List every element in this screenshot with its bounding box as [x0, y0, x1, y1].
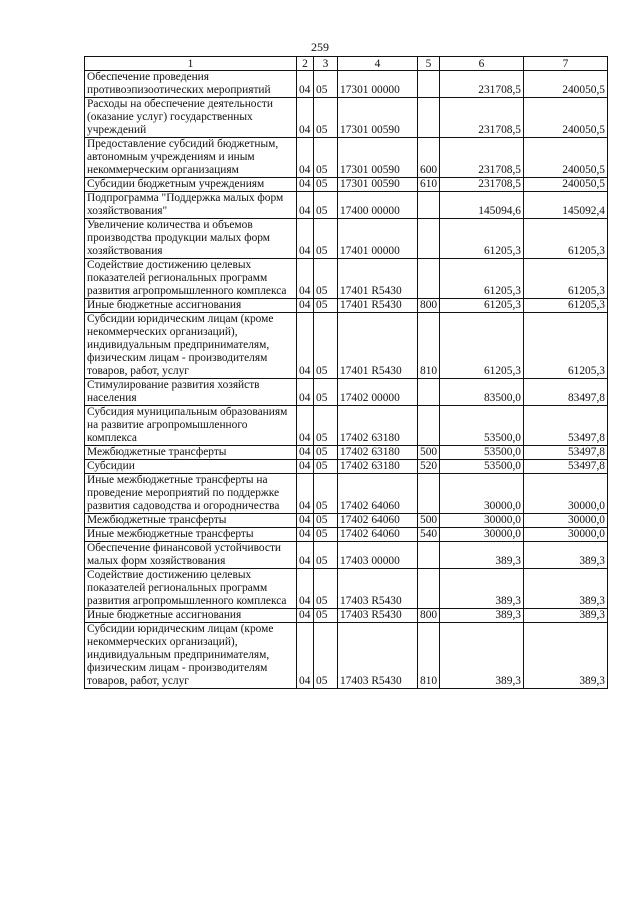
table-row	[85, 138, 608, 178]
section-code-cell: 04	[297, 609, 314, 623]
section-code-cell: 04	[297, 460, 314, 474]
section-code-cell: 04	[297, 528, 314, 542]
target-article-cell: 17402 00000	[338, 379, 418, 406]
amount-year-2-cell: 61205,3	[524, 313, 608, 379]
subsection-code-cell: 05	[314, 259, 338, 299]
expense-type-cell	[418, 192, 440, 219]
amount-year-1-cell: 61205,3	[440, 219, 524, 259]
section-code-cell: 04	[297, 98, 314, 138]
subsection-code-cell: 05	[314, 528, 338, 542]
target-article-cell: 17301 00590	[338, 138, 418, 178]
row-name-cell: Подпрограмма "Поддержка малых форм хозяйствования"	[85, 192, 297, 219]
section-code-cell: 04	[297, 379, 314, 406]
subsection-code-cell: 05	[314, 71, 338, 98]
section-code-cell: 04	[297, 313, 314, 379]
subsection-code-cell: 05	[314, 178, 338, 192]
amount-year-1-cell: 389,3	[440, 542, 524, 569]
subsection-code-cell: 05	[314, 474, 338, 514]
expense-type-cell: 500	[418, 514, 440, 528]
expense-type-cell	[418, 406, 440, 446]
row-name-cell: Иные бюджетные ассигнования	[85, 609, 297, 623]
row-name-cell: Иные межбюджетные трансферты	[85, 528, 297, 542]
expense-type-cell	[418, 474, 440, 514]
row-name-cell: Увеличение количества и объемов производства продукции малых форм хозяйствования	[85, 219, 297, 259]
amount-year-2-cell: 145092,4	[524, 192, 608, 219]
section-code-cell: 04	[297, 542, 314, 569]
amount-year-2-cell: 30000,0	[524, 528, 608, 542]
target-article-cell: 17401 R5430	[338, 313, 418, 379]
subsection-code-cell: 05	[314, 138, 338, 178]
subsection-code-cell: 05	[314, 192, 338, 219]
row-name-cell: Субсидия муниципальным образованиям на развитие агропромышленного комплекса	[85, 406, 297, 446]
target-article-cell: 17402 63180	[338, 406, 418, 446]
expense-type-cell: 810	[418, 313, 440, 379]
target-article-cell: 17402 64060	[338, 528, 418, 542]
table-row	[85, 460, 608, 474]
table-row	[85, 259, 608, 299]
table-row	[85, 178, 608, 192]
row-name-cell: Субсидии юридическим лицам (кроме некоммерческих организаций), индивидуальным предпринимателям, физическим лицам - производителям товаров, работ, услуг	[85, 313, 297, 379]
amount-year-1-cell: 389,3	[440, 609, 524, 623]
row-name-cell: Иные межбюджетные трансферты на проведение мероприятий по поддержке развития садоводства и огородничества	[85, 474, 297, 514]
row-name-cell: Субсидии юридическим лицам (кроме некоммерческих организаций), индивидуальным предпринимателям, физическим лицам - производителям товаров, работ, услуг	[85, 623, 297, 689]
table-row	[85, 446, 608, 460]
amount-year-2-cell: 61205,3	[524, 259, 608, 299]
expense-type-cell: 600	[418, 138, 440, 178]
expense-type-cell	[418, 379, 440, 406]
target-article-cell: 17403 R5430	[338, 609, 418, 623]
expense-type-cell	[418, 71, 440, 98]
subsection-code-cell: 05	[314, 299, 338, 313]
column-header-target-article: 4	[338, 57, 418, 71]
section-code-cell: 04	[297, 569, 314, 609]
page-number: 259	[311, 40, 329, 54]
amount-year-2-cell: 30000,0	[524, 514, 608, 528]
target-article-cell: 17301 00590	[338, 178, 418, 192]
amount-year-1-cell: 61205,3	[440, 299, 524, 313]
subsection-code-cell: 05	[314, 542, 338, 569]
row-name-cell: Межбюджетные трансферты	[85, 446, 297, 460]
table-row	[85, 609, 608, 623]
amount-year-1-cell: 231708,5	[440, 98, 524, 138]
amount-year-2-cell: 389,3	[524, 569, 608, 609]
section-code-cell: 04	[297, 138, 314, 178]
table-row	[85, 313, 608, 379]
target-article-cell: 17400 00000	[338, 192, 418, 219]
table-row	[85, 299, 608, 313]
amount-year-2-cell: 389,3	[524, 623, 608, 689]
table-row	[85, 219, 608, 259]
column-header-amount-year-1: 6	[440, 57, 524, 71]
target-article-cell: 17402 64060	[338, 474, 418, 514]
section-code-cell: 04	[297, 623, 314, 689]
subsection-code-cell: 05	[314, 514, 338, 528]
subsection-code-cell: 05	[314, 313, 338, 379]
section-code-cell: 04	[297, 178, 314, 192]
target-article-cell: 17403 R5430	[338, 569, 418, 609]
expense-type-cell: 540	[418, 528, 440, 542]
amount-year-2-cell: 53497,8	[524, 446, 608, 460]
amount-year-1-cell: 53500,0	[440, 460, 524, 474]
expense-type-cell	[418, 542, 440, 569]
column-header-name: 1	[85, 57, 297, 71]
row-name-cell: Иные бюджетные ассигнования	[85, 299, 297, 313]
row-name-cell: Субсидии	[85, 460, 297, 474]
row-name-cell: Межбюджетные трансферты	[85, 514, 297, 528]
table-row	[85, 406, 608, 446]
budget-table	[84, 56, 608, 689]
target-article-cell: 17301 00000	[338, 71, 418, 98]
row-name-cell: Обеспечение финансовой устойчивости малых форм хозяйствования	[85, 542, 297, 569]
amount-year-1-cell: 30000,0	[440, 514, 524, 528]
expense-type-cell: 800	[418, 609, 440, 623]
amount-year-2-cell: 389,3	[524, 609, 608, 623]
subsection-code-cell: 05	[314, 609, 338, 623]
subsection-code-cell: 05	[314, 98, 338, 138]
amount-year-2-cell: 61205,3	[524, 299, 608, 313]
table-header-row	[85, 57, 608, 71]
row-name-cell: Содействие достижению целевых показателей региональных программ развития агропромышленного комплекса	[85, 569, 297, 609]
amount-year-2-cell: 83497,8	[524, 379, 608, 406]
column-header-subsection: 3	[314, 57, 338, 71]
table-row	[85, 569, 608, 609]
row-name-cell: Расходы на обеспечение деятельности (оказание услуг) государственных учреждений	[85, 98, 297, 138]
expense-type-cell: 610	[418, 178, 440, 192]
amount-year-1-cell: 389,3	[440, 623, 524, 689]
amount-year-2-cell: 53497,8	[524, 460, 608, 474]
amount-year-2-cell: 389,3	[524, 542, 608, 569]
table-row	[85, 379, 608, 406]
target-article-cell: 17402 64060	[338, 514, 418, 528]
target-article-cell: 17401 R5430	[338, 259, 418, 299]
table-row	[85, 71, 608, 98]
amount-year-1-cell: 83500,0	[440, 379, 524, 406]
row-name-cell: Стимулирование развития хозяйств населения	[85, 379, 297, 406]
target-article-cell: 17402 63180	[338, 446, 418, 460]
table-row	[85, 528, 608, 542]
amount-year-1-cell: 231708,5	[440, 138, 524, 178]
expense-type-cell: 500	[418, 446, 440, 460]
row-name-cell: Содействие достижению целевых показателей региональных программ развития агропромышленного комплекса	[85, 259, 297, 299]
expense-type-cell	[418, 259, 440, 299]
amount-year-2-cell: 240050,5	[524, 71, 608, 98]
section-code-cell: 04	[297, 219, 314, 259]
table-body	[85, 71, 608, 689]
amount-year-1-cell: 231708,5	[440, 178, 524, 192]
column-header-section: 2	[297, 57, 314, 71]
table-row	[85, 98, 608, 138]
section-code-cell: 04	[297, 474, 314, 514]
column-header-expense-type: 5	[418, 57, 440, 71]
subsection-code-cell: 05	[314, 446, 338, 460]
amount-year-2-cell: 53497,8	[524, 406, 608, 446]
subsection-code-cell: 05	[314, 379, 338, 406]
amount-year-1-cell: 61205,3	[440, 259, 524, 299]
amount-year-2-cell: 30000,0	[524, 474, 608, 514]
amount-year-1-cell: 145094,6	[440, 192, 524, 219]
section-code-cell: 04	[297, 259, 314, 299]
subsection-code-cell: 05	[314, 460, 338, 474]
table-row	[85, 474, 608, 514]
table-row	[85, 514, 608, 528]
target-article-cell: 17401 R5430	[338, 299, 418, 313]
table-row	[85, 192, 608, 219]
amount-year-1-cell: 30000,0	[440, 528, 524, 542]
amount-year-1-cell: 30000,0	[440, 474, 524, 514]
expense-type-cell: 800	[418, 299, 440, 313]
column-header-amount-year-2: 7	[524, 57, 608, 71]
expense-type-cell: 520	[418, 460, 440, 474]
section-code-cell: 04	[297, 299, 314, 313]
row-name-cell: Предоставление субсидий бюджетным, автономным учреждениям и иным некоммерческим организациям	[85, 138, 297, 178]
expense-type-cell: 810	[418, 623, 440, 689]
section-code-cell: 04	[297, 446, 314, 460]
subsection-code-cell: 05	[314, 569, 338, 609]
expense-type-cell	[418, 219, 440, 259]
table-row	[85, 542, 608, 569]
target-article-cell: 17301 00590	[338, 98, 418, 138]
amount-year-1-cell: 53500,0	[440, 446, 524, 460]
expense-type-cell	[418, 98, 440, 138]
row-name-cell: Обеспечение проведения противоэпизоотических мероприятий	[85, 71, 297, 98]
amount-year-1-cell: 61205,3	[440, 313, 524, 379]
target-article-cell: 17401 00000	[338, 219, 418, 259]
row-name-cell: Субсидии бюджетным учреждениям	[85, 178, 297, 192]
amount-year-2-cell: 240050,5	[524, 138, 608, 178]
amount-year-1-cell: 53500,0	[440, 406, 524, 446]
amount-year-2-cell: 240050,5	[524, 98, 608, 138]
section-code-cell: 04	[297, 514, 314, 528]
amount-year-2-cell: 61205,3	[524, 219, 608, 259]
target-article-cell: 17402 63180	[338, 460, 418, 474]
target-article-cell: 17403 R5430	[338, 623, 418, 689]
section-code-cell: 04	[297, 406, 314, 446]
subsection-code-cell: 05	[314, 406, 338, 446]
amount-year-1-cell: 389,3	[440, 569, 524, 609]
subsection-code-cell: 05	[314, 219, 338, 259]
expense-type-cell	[418, 569, 440, 609]
table-row	[85, 623, 608, 689]
target-article-cell: 17403 00000	[338, 542, 418, 569]
section-code-cell: 04	[297, 192, 314, 219]
subsection-code-cell: 05	[314, 623, 338, 689]
section-code-cell: 04	[297, 71, 314, 98]
amount-year-2-cell: 240050,5	[524, 178, 608, 192]
amount-year-1-cell: 231708,5	[440, 71, 524, 98]
